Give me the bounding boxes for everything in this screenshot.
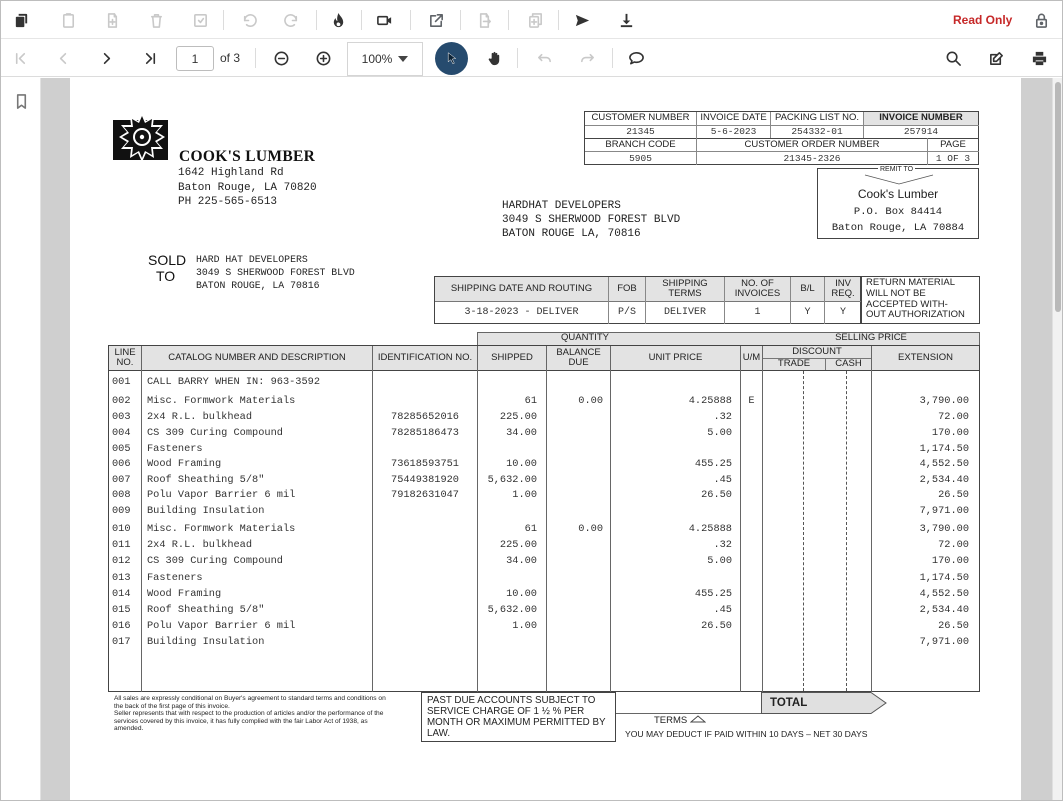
page-count: of 3: [220, 51, 241, 65]
organize-pages-icon[interactable]: [520, 5, 550, 35]
pan-tool-icon[interactable]: [479, 43, 509, 73]
cell-unit-price: 26.50: [701, 489, 732, 501]
cell-identification-no: 73618593751: [391, 458, 459, 470]
print-icon[interactable]: [1024, 43, 1054, 73]
return-note-line3: ACCEPTED WITH-: [866, 298, 948, 310]
cell-extension: 2,534.40: [919, 474, 969, 486]
cell-shipped: 61: [524, 395, 537, 407]
to-label: TO: [156, 268, 176, 284]
identification-header: IDENTIFICATION NO.: [377, 351, 473, 363]
company-name: COOK'S LUMBER: [179, 148, 316, 165]
cell-unit-price: .32: [713, 539, 732, 551]
cell-extension: 4,552.50: [919, 588, 969, 600]
cell-unit-price: .45: [713, 474, 732, 486]
separator: [255, 48, 256, 68]
branch-code-header: BRANCH CODE: [605, 138, 676, 150]
cell-balance-due: 0.00: [578, 523, 603, 535]
packing-list-header: PACKING LIST NO.: [774, 112, 860, 124]
quantity-group-header: QUANTITY: [560, 332, 610, 344]
cell-line-no: 014: [112, 588, 131, 600]
remit-address-line1: P.O. Box 84414: [853, 206, 943, 218]
customer-order-header: CUSTOMER ORDER NUMBER: [744, 138, 880, 150]
packing-list-value: 254332-01: [791, 126, 843, 137]
delete-icon[interactable]: [141, 5, 171, 35]
page-number-input[interactable]: [176, 46, 214, 71]
past-due-line3: MONTH OR MAXIMUM PERMITTED BY: [427, 717, 606, 728]
cell-extension: 7,971.00: [919, 636, 969, 648]
no-of-invoices-value: 1: [754, 307, 761, 318]
cell-shipped: 1.00: [512, 489, 537, 501]
legal-line2: the back of the first page of this invoice.: [114, 702, 230, 710]
cell-line-no: 011: [112, 539, 131, 551]
bl-header: B/L: [800, 282, 815, 294]
invoice-number-value: 257914: [903, 126, 939, 137]
extension-header: EXTENSION: [898, 351, 953, 363]
sold-to-address-line1: 3049 S SHERWOOD FOREST BLVD: [196, 267, 355, 278]
first-page-icon[interactable]: [5, 43, 35, 73]
cell-shipped: 34.00: [506, 555, 537, 567]
invoice-date-value: 5-6-2023: [710, 126, 757, 137]
copy-icon[interactable]: [6, 5, 36, 35]
cell-description: Polu Vapor Barrier 6 mil: [147, 620, 296, 632]
branch-code-value: 5905: [629, 153, 652, 164]
zoom-in-icon[interactable]: [308, 43, 338, 73]
cell-shipped: 1.00: [512, 620, 537, 632]
navigation-toolbar: [1, 39, 1062, 77]
selling-price-group-header: SELLING PRICE: [835, 332, 907, 344]
discount-header: DISCOUNT: [792, 345, 842, 357]
separator: [361, 10, 362, 30]
cell-unit-price: 455.25: [694, 588, 732, 600]
cell-shipped: 5,632.00: [487, 474, 537, 486]
past-due-line2: SERVICE CHARGE OF 1 ½ % PER: [427, 706, 585, 717]
cell-line-no: 008: [112, 489, 131, 501]
cell-description: Fasteners: [147, 443, 203, 455]
cell-line-no: 002: [112, 395, 131, 407]
shipping-terms-header-l2: TERMS: [668, 288, 702, 299]
separator: [517, 48, 518, 68]
scrollbar-thumb[interactable]: [1055, 82, 1061, 312]
previous-page-icon[interactable]: [48, 43, 78, 73]
balance-due-header-l2: DUE: [568, 357, 589, 368]
cell-shipped: 61: [524, 523, 537, 535]
cell-extension: 3,790.00: [919, 395, 969, 407]
cell-unit-price: 5.00: [707, 555, 732, 567]
undo-icon[interactable]: [233, 5, 263, 35]
fob-value: P/S: [617, 307, 636, 318]
shipped-header: SHIPPED: [491, 351, 533, 363]
customer-number-value: 21345: [626, 126, 655, 137]
company-address-line2: Baton Rouge, LA 70820: [178, 182, 317, 194]
cell-extension: 170.00: [931, 555, 969, 567]
invoice-page: [70, 78, 1021, 801]
cell-description: Building Insulation: [147, 636, 265, 648]
past-due-line1: PAST DUE ACCOUNTS SUBJECT TO: [427, 695, 596, 706]
cell-identification-no: 79182631047: [391, 489, 459, 501]
trade-header: TRADE: [777, 357, 811, 369]
cell-extension: 26.50: [938, 620, 969, 632]
select-tool-button[interactable]: [435, 42, 468, 75]
cell-description: CALL BARRY WHEN IN: 963-3592: [147, 376, 321, 388]
cursor-icon: [444, 51, 459, 66]
cell-description: Wood Framing: [147, 588, 222, 600]
chevron-down-icon: [398, 56, 408, 62]
cell-line-no: 013: [112, 572, 131, 584]
line-no-header-l1: LINE: [114, 346, 136, 358]
return-note-line1: RETURN MATERIAL: [866, 277, 956, 288]
redo-icon[interactable]: [277, 5, 307, 35]
vertical-scrollbar[interactable]: [1052, 78, 1063, 801]
page-header: PAGE: [940, 138, 966, 150]
cell-extension: 170.00: [931, 427, 969, 439]
cell-description: Roof Sheathing 5/8": [147, 604, 265, 616]
cell-line-no: 016: [112, 620, 131, 632]
cell-description: Misc. Formwork Materials: [147, 395, 296, 407]
cell-line-no: 017: [112, 636, 131, 648]
left-sidebar: [1, 78, 41, 801]
remit-chevron: [864, 174, 934, 186]
next-page-icon[interactable]: [91, 43, 121, 73]
cell-line-no: 004: [112, 427, 131, 439]
fob-header: FOB: [617, 282, 637, 294]
trade-divider: [803, 371, 804, 691]
cell-unit-price: 5.00: [707, 427, 732, 439]
inv-req-value: Y: [839, 307, 846, 318]
separator: [508, 10, 509, 30]
inv-req-header-l1: INV: [835, 277, 851, 289]
return-note-line2: WILL NOT BE: [866, 287, 926, 299]
ship-to-address-line1: 3049 S SHERWOOD FOREST BLVD: [502, 214, 681, 226]
cell-shipped: 10.00: [506, 588, 537, 600]
extract-page-icon[interactable]: [185, 5, 215, 35]
insert-page-icon[interactable]: [97, 5, 127, 35]
cell-identification-no: 78285186473: [391, 427, 459, 439]
legal-line3: Seller represents that with respect to the production of articles and/or the performance of the: [114, 710, 384, 718]
cell-unit-price: .45: [713, 604, 732, 616]
cash-divider: [846, 371, 847, 691]
remit-to-label: REMIT TO: [880, 166, 914, 173]
export-page-icon[interactable]: [469, 5, 499, 35]
no-of-invoices-header-l2: INVOICES: [734, 288, 781, 299]
cell-shipped: 10.00: [506, 458, 537, 470]
cell-shipped: 225.00: [499, 411, 537, 423]
cell-shipped: 34.00: [506, 427, 537, 439]
paste-icon[interactable]: [53, 5, 83, 35]
cell-extension: 1,174.50: [919, 443, 969, 455]
separator: [612, 48, 613, 68]
cell-description: CS 309 Curing Compound: [147, 555, 283, 567]
remit-name: Cook's Lumber: [857, 187, 939, 201]
cell-extension: 4,552.50: [919, 458, 969, 470]
zoom-dropdown[interactable]: [347, 42, 423, 76]
separator: [558, 10, 559, 30]
cell-line-no: 009: [112, 505, 131, 517]
invoice-number-header: INVOICE NUMBER: [879, 112, 963, 124]
document-viewport[interactable]: [41, 78, 1052, 801]
invoice-date-header: INVOICE DATE: [700, 112, 767, 124]
company-address-line1: 1642 Highland Rd: [178, 167, 284, 179]
sold-to-address-line2: BATON ROUGE, LA 70816: [196, 280, 320, 291]
cell-unit-price: 455.25: [694, 458, 732, 470]
cell-unit-price: .32: [713, 411, 732, 423]
cell-description: Wood Framing: [147, 458, 222, 470]
cell-description: Polu Vapor Barrier 6 mil: [147, 489, 296, 501]
customer-order-value: 21345-2326: [783, 153, 841, 164]
shipping-routing-header: SHIPPING DATE AND ROUTING: [450, 282, 593, 294]
balance-due-header-l1: BALANCE: [556, 346, 601, 358]
cell-description: 2x4 R.L. bulkhead: [147, 411, 253, 423]
cell-line-no: 006: [112, 458, 131, 470]
undo-annotation-icon[interactable]: [529, 43, 559, 73]
cell-extension: 72.00: [938, 411, 969, 423]
cell-line-no: 005: [112, 443, 131, 455]
download-icon[interactable]: [611, 5, 641, 35]
cell-shipped: 225.00: [499, 539, 537, 551]
cell-extension: 2,534.40: [919, 604, 969, 616]
separator: [316, 10, 317, 30]
cell-description: Building Insulation: [147, 505, 265, 517]
cell-description: Fasteners: [147, 572, 203, 584]
cell-description: CS 309 Curing Compound: [147, 427, 283, 439]
cell-line-no: 007: [112, 474, 131, 486]
cell-unit-price: 4.25888: [688, 523, 732, 535]
return-note-line4: OUT AUTHORIZATION: [866, 309, 965, 321]
shipping-terms-header-l1: SHIPPING: [662, 277, 708, 289]
cell-extension: 1,174.50: [919, 572, 969, 584]
separator: [223, 10, 224, 30]
line-no-header-l2: NO.: [116, 357, 134, 368]
shipping-terms-value: DELIVER: [663, 307, 706, 318]
cell-extension: 72.00: [938, 539, 969, 551]
saw-blade-logo: [113, 108, 169, 160]
customer-number-header: CUSTOMER NUMBER: [591, 112, 690, 124]
cell-line-no: 012: [112, 555, 131, 567]
cell-extension: 26.50: [938, 489, 969, 501]
main-toolbar: [1, 1, 1062, 39]
legal-line4: services covered by this invoice, it has fully complied with the fair Labor Act of 1938, as: [114, 717, 368, 725]
video-icon[interactable]: [369, 5, 399, 35]
separator: [460, 10, 461, 30]
cash-header: CASH: [835, 357, 862, 369]
cell-description: Misc. Formwork Materials: [147, 523, 296, 535]
terms-text: YOU MAY DEDUCT IF PAID WITHIN 10 DAYS – NET 30 DAYS: [625, 729, 868, 739]
cell-unit-price: 4.25888: [688, 395, 732, 407]
zoom-value: 100%: [361, 52, 393, 66]
legal-line5: amended.: [114, 725, 144, 733]
no-of-invoices-header-l1: NO. OF: [741, 277, 774, 289]
cell-description: Roof Sheathing 5/8": [147, 474, 265, 486]
read-only-badge: Read Only: [953, 13, 1013, 27]
sold-to-name: HARD HAT DEVELOPERS: [196, 254, 308, 265]
comment-icon[interactable]: [621, 43, 651, 73]
separator: [410, 10, 411, 30]
cell-line-no: 003: [112, 411, 131, 423]
redact-icon[interactable]: [323, 5, 353, 35]
cell-identification-no: 78285652016: [391, 411, 459, 423]
total-label: TOTAL: [770, 697, 808, 709]
company-phone: PH 225-565-6513: [178, 196, 278, 208]
inv-req-header-l2: REQ.: [831, 288, 855, 299]
cell-balance-due: 0.00: [578, 395, 603, 407]
ship-to-address-line2: BATON ROUGE LA, 70816: [502, 228, 641, 240]
past-due-line4: LAW.: [427, 728, 451, 739]
lock-icon[interactable]: [1026, 5, 1056, 35]
last-page-icon[interactable]: [135, 43, 165, 73]
send-icon[interactable]: [567, 5, 597, 35]
cell-line-no: 010: [112, 523, 131, 535]
terms-label: TERMS: [654, 715, 688, 726]
search-icon[interactable]: [938, 43, 968, 73]
zoom-out-icon[interactable]: [266, 43, 296, 73]
ship-to-name: HARDHAT DEVELOPERS: [502, 200, 621, 212]
cell-extension: 7,971.00: [919, 505, 969, 517]
bl-value: Y: [804, 307, 811, 318]
edit-annotation-icon[interactable]: [981, 43, 1011, 73]
catalog-header: CATALOG NUMBER AND DESCRIPTION: [168, 351, 346, 363]
bookmark-icon[interactable]: [6, 86, 36, 116]
shipping-routing-value: 3-18-2023 - DELIVER: [464, 307, 579, 318]
cell-description: 2x4 R.L. bulkhead: [147, 539, 253, 551]
cell-unit-price: 26.50: [701, 620, 732, 632]
cell-line-no: 001: [112, 376, 131, 388]
legal-line1: All sales are expressly conditional on Buyer's agreement to standard terms and conditions on: [114, 695, 386, 702]
cell-identification-no: 75449381920: [391, 474, 459, 486]
sold-label: SOLD: [148, 252, 187, 268]
open-external-icon[interactable]: [421, 5, 451, 35]
cell-um: E: [748, 395, 755, 407]
page-value: 1 OF 3: [935, 153, 971, 164]
terms-caret-icon: [690, 715, 706, 723]
cell-shipped: 5,632.00: [487, 604, 537, 616]
remit-address-line2: Baton Rouge, LA 70884: [831, 222, 965, 234]
cell-extension: 3,790.00: [919, 523, 969, 535]
unit-price-header: UNIT PRICE: [648, 351, 703, 363]
cell-line-no: 015: [112, 604, 131, 616]
um-header: U/M: [742, 351, 761, 363]
redo-annotation-icon[interactable]: [572, 43, 602, 73]
